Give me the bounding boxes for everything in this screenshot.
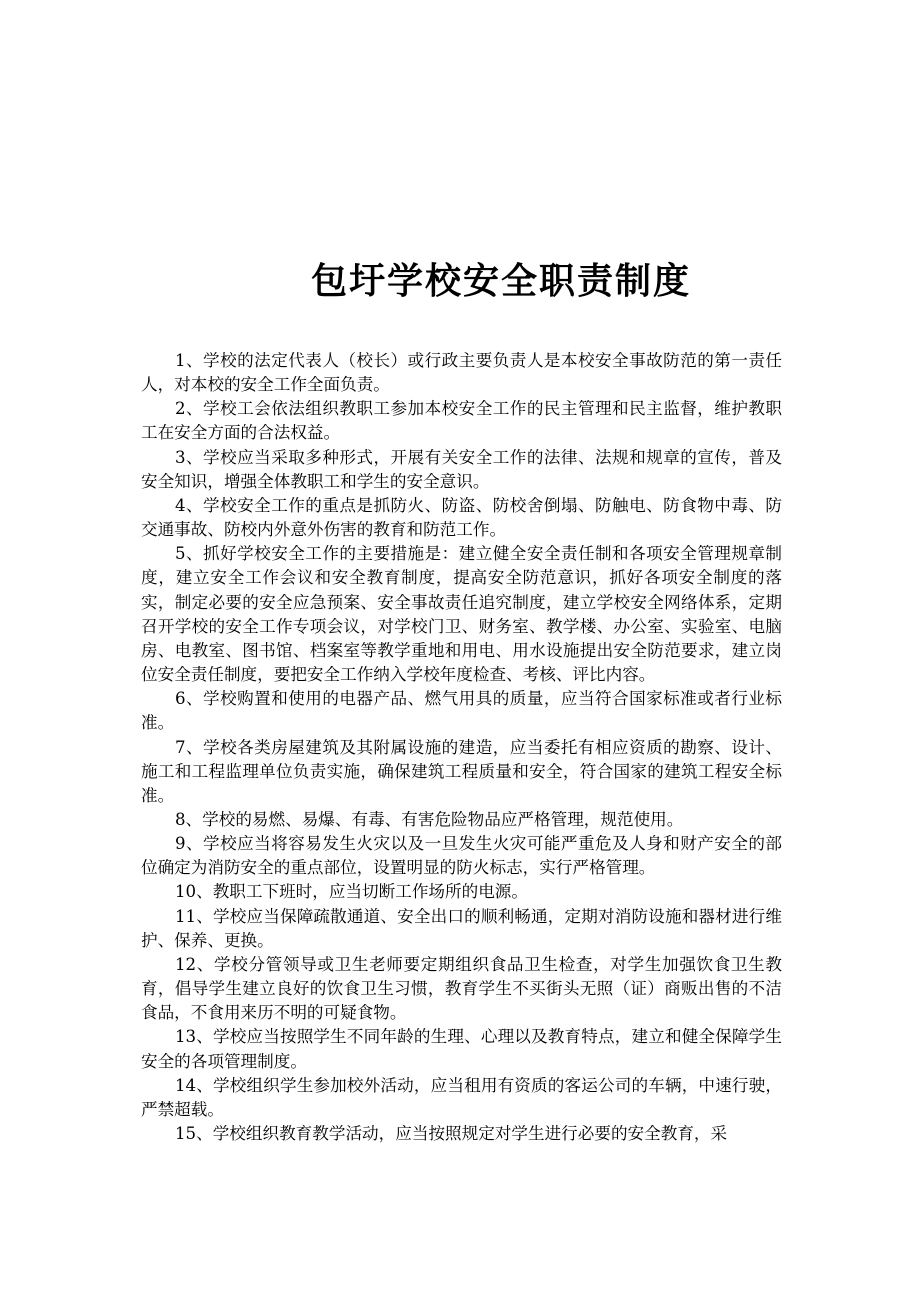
paragraph-3: 3、学校应当采取多种形式，开展有关安全工作的法律、法规和规章的宣传，普及安全知识，增强全体教职工和学生的安全意识。 [141,447,782,491]
paragraph-9: 9、学校应当将容易发生火灾以及一旦发生火灾可能严重危及人身和财产安全的部位确定为消防安全的重点部位，设置明显的防火标志，实行严格管理。 [141,834,782,878]
paragraph-8: 8、学校的易燃、易爆、有毒、有害危险物品应严格管理，规范使用。 [175,809,684,829]
document-body [141,349,782,1146]
paragraph-13: 13、学校应当按照学生不同年龄的生理、心理以及教育特点，建立和健全保障学生安全的各项管理制度。 [141,1027,782,1071]
paragraph-4: 4、学校安全工作的重点是抓防火、防盗、防校舍倒塌、防触电、防食物中毒、防交通事故、防校内外意外伤害的教育和防范工作。 [141,495,782,540]
paragraph-11: 11、学校应当保障疏散通道、安全出口的顺利畅通，定期对消防设施和器材进行维护、保养、更换。 [141,906,782,950]
paragraph-15: 15、学校组织教育教学活动，应当按照规定对学生进行必要的安全教育，采 [175,1124,728,1143]
paragraph-7: 7、学校各类房屋建筑及其附属设施的建造，应当委托有相应资质的勘察、设计、施工和工程监理单位负责实施，确保建筑工程质量和安全，符合国家的建筑工程安全标准。 [141,737,782,805]
paragraph-14: 14、学校组织学生参加校外活动，应当租用有资质的客运公司的车辆，中速行驶，严禁超载。 [141,1075,782,1119]
paragraph-2: 2、学校工会依法组织教职工参加本校安全工作的民主管理和民主监督，维护教职工在安全方面的合法权益。 [141,399,782,443]
paragraph-1: 1、学校的法定代表人（校长）或行政主要负责人是本校安全事故防范的第一责任人，对本校的安全工作全面负责。 [141,351,782,395]
paragraph-5: 5、抓好学校安全工作的主要措施是：建立健全安全责任制和各项安全管理规章制度，建立安全工作会议和安全教育制度，提高安全防范意识，抓好各项安全制度的落实，制定必要的安全应急预案、安全事故责任追究制度，建立学校安全网络体系，定期召开学校的安全工作专项会议，对学校门卫、财务室、教学楼、办公室、实验室、电脑房、电教室、图书馆、档案室等教学重地和用电、用水设施提出安全防范要求，建立岗位安全责任制度，要把安全工作纳入学校年度检查、考核、评比内容。 [141,544,782,685]
paragraph-6: 6、学校购置和使用的电器产品、燃气用具的质量，应当符合国家标准或者行业标准。 [141,689,782,733]
paragraph-10: 10、教职工下班时，应当切断工作场所的电源。 [175,882,528,902]
document-title: 包圩学校安全职责制度 [310,261,691,302]
paragraph-12: 12、学校分管领导或卫生老师要定期组织食品卫生检查，对学生加强饮食卫生教育，倡导学生建立良好的饮食卫生习惯，教育学生不买街头无照（证）商贩出售的不洁食品，不食用来历不明的可疑食物。 [141,954,782,1023]
